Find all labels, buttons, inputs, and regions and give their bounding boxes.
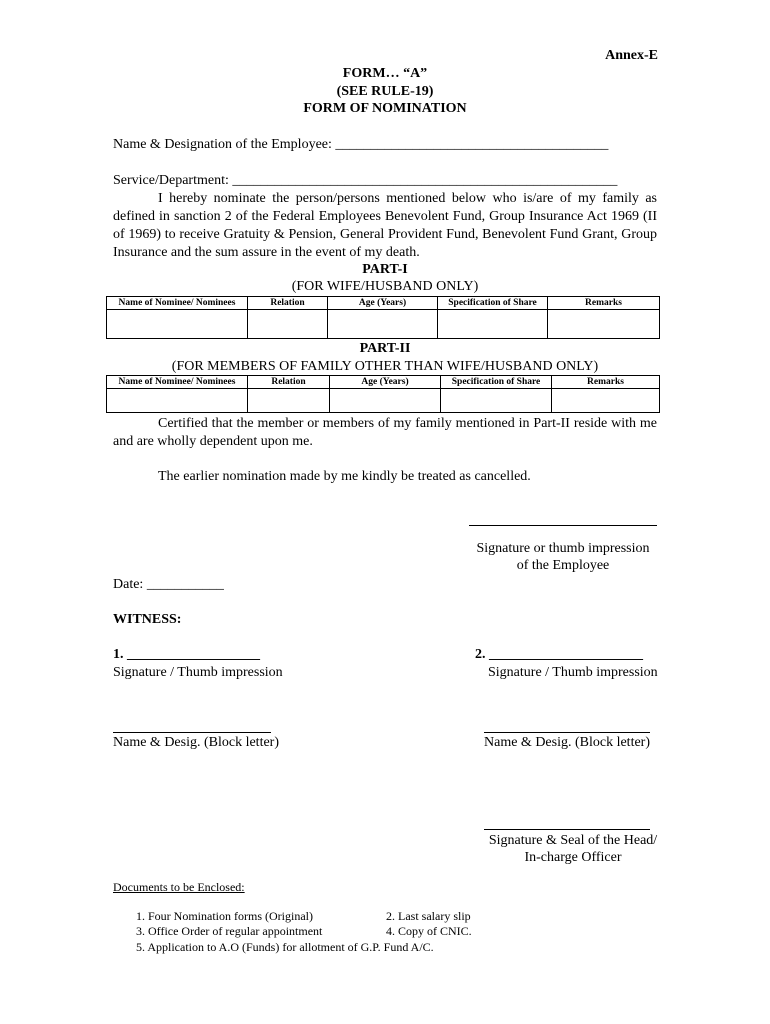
table-header-row [107,376,660,389]
table-row [107,310,660,339]
column-header: Name of Nominee/ Nominees [107,376,248,389]
form-label: FORM… “A” [342,66,428,81]
witness2-signature-label: Signature / Thumb impression [488,665,658,680]
share-cell[interactable] [441,389,552,413]
part2-table [106,375,660,413]
column-header: Relation [248,297,328,310]
column-header: Name of Nominee/ Nominees [107,297,248,310]
head-signature-label: Signature & Seal of the Head/ [488,833,658,848]
witness2-name-line [484,732,650,733]
relation-cell[interactable] [248,389,330,413]
list-item: 2. Last salary slip [386,909,471,923]
age-cell[interactable] [330,389,441,413]
table-row [107,389,660,413]
witness1-name-line [113,732,271,733]
table-header-row [107,297,660,310]
head-signature-line [484,829,650,830]
documents-heading: Documents to be Enclosed: [113,880,245,894]
column-header: Specification of Share [441,376,552,389]
list-item: 4. Copy of CNIC. [386,924,472,938]
part1-title: PART-I [362,262,408,277]
annex-label: Annex-E [605,48,658,63]
employee-signature-label-2: of the Employee [516,558,610,573]
part2-subtitle: (FOR MEMBERS OF FAMILY OTHER THAN WIFE/HUSBAND ONLY) [171,359,599,374]
rule-label: (SEE RULE-19) [336,84,434,99]
witness2-name-label: Name & Desig. (Block letter) [484,735,651,750]
remarks-cell[interactable] [552,389,660,413]
column-header: Remarks [548,297,660,310]
part2-title: PART-II [359,341,411,356]
column-header: Age (Years) [328,297,438,310]
relation-cell[interactable] [248,310,328,339]
witness1-signature-label: Signature / Thumb impression [113,665,283,680]
date-field: Date: ___________ [113,577,224,592]
head-signature-label-2: In-charge Officer [524,850,622,865]
share-cell[interactable] [438,310,548,339]
nominee-name-cell[interactable] [107,310,248,339]
employee-name-designation: Name & Designation of the Employee: _______________________________________ [113,137,609,152]
employee-signature-label: Signature or thumb impression [476,541,650,556]
certification-statement: Certified that the member or members of my family mentioned in Part-II reside with me and are wholly dependent upon me. [113,416,657,449]
column-header: Relation [248,376,330,389]
witness-heading: WITNESS: [113,612,182,627]
list-item: 1. Four Nomination forms (Original) [136,909,313,923]
service-department: Service/Department: _______________________________________________________ [113,173,618,188]
list-item: 5. Application to A.O (Funds) for allotment of G.P. Fund A/C. [136,940,434,954]
employee-signature-line [469,525,657,526]
part1-table [106,296,660,339]
nominee-name-cell[interactable] [107,389,248,413]
page-title: FORM OF NOMINATION [303,101,467,116]
column-header: Remarks [552,376,660,389]
column-header: Age (Years) [330,376,441,389]
column-header: Specification of Share [438,297,548,310]
remarks-cell[interactable] [548,310,660,339]
age-cell[interactable] [328,310,438,339]
nomination-declaration: I hereby nominate the person/persons mentioned below who is/are of my family as defined in sanction 2 of the Federal Employees Benevolent Fund, Group Insurance Act 1969 (II of 1969) to receive Gratuity & Pension, General Provident Fund, Benevolent Fund Grant, Group Insurance and the sum assure in the event of my death. [113,191,657,260]
part1-subtitle: (FOR WIFE/HUSBAND ONLY) [291,279,479,294]
list-item: 3. Office Order of regular appointment [136,924,323,938]
cancellation-statement: The earlier nomination made by me kindly be treated as cancelled. [158,469,531,484]
witness1-signature-line: 1. ___________________ [113,647,260,662]
witness2-signature-line: 2. ______________________ [475,647,643,662]
witness1-name-label: Name & Desig. (Block letter) [113,735,280,750]
